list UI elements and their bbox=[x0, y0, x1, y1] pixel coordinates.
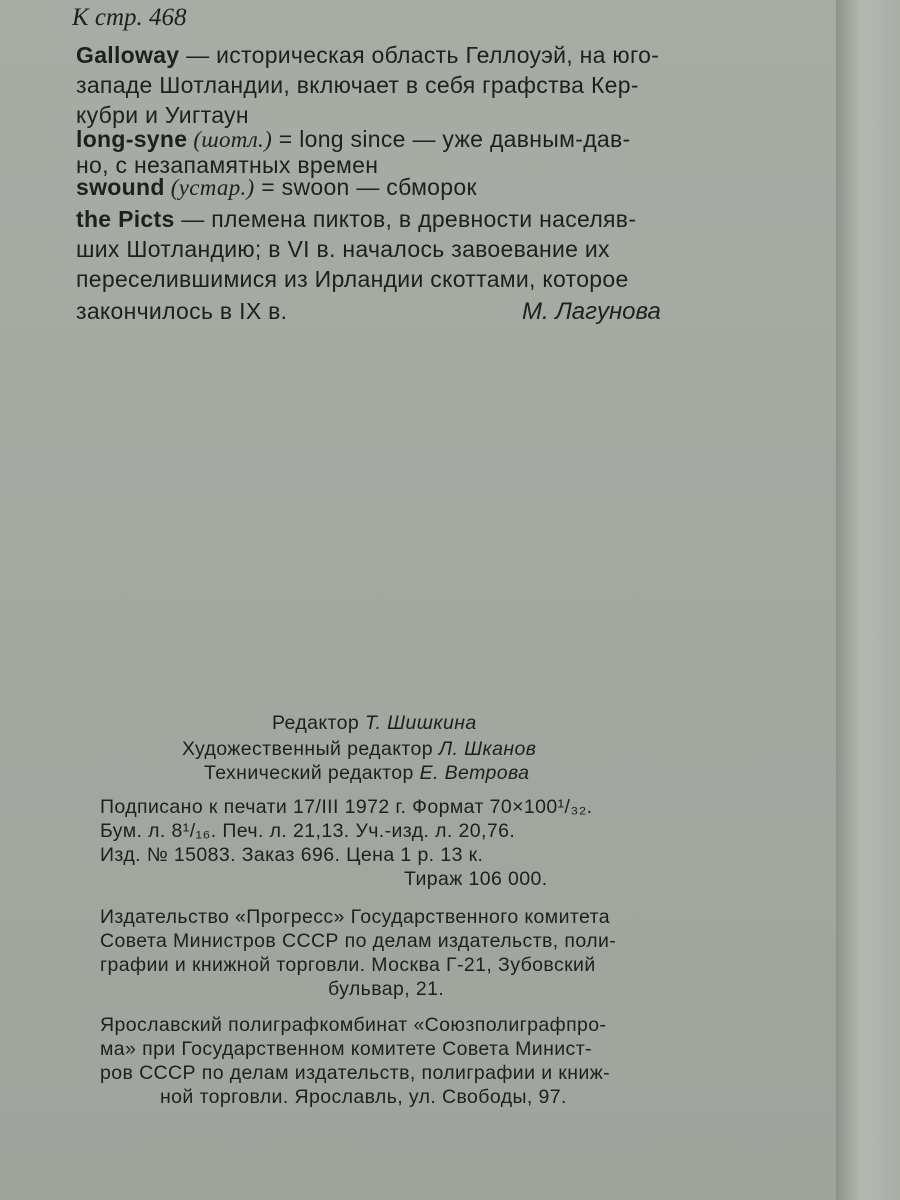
printer-line: ма» при Государственном комитете Совета Минист- bbox=[100, 1038, 592, 1060]
print-run: Тираж 106 000. bbox=[404, 868, 548, 890]
publisher-line: Совета Министров СССР по делам издательств, поли- bbox=[100, 930, 617, 952]
glossary-line: закончилось в IX в. bbox=[76, 298, 288, 324]
glossary-entry: Galloway — историческая область Геллоуэй, на юго- bbox=[76, 42, 660, 68]
glossary-line: кубри и Уигтаун bbox=[76, 102, 249, 128]
glossary-text: историческая область Геллоуэй, на юго- bbox=[216, 42, 660, 68]
printer-line: ной торговли. Ярославль, ул. Свободы, 97. bbox=[160, 1086, 567, 1108]
publisher-line: Издательство «Прогресс» Государственного комитета bbox=[100, 906, 610, 928]
credit-art-editor: Художественный редактор Л. Шканов bbox=[182, 738, 537, 760]
glossary-note: (устар.) bbox=[164, 175, 255, 200]
glossary-term: the Picts bbox=[76, 206, 175, 232]
glossary-term: long-syne bbox=[76, 126, 188, 152]
printer-line: Ярославский полиграфкомбинат «Союзполиграфпро- bbox=[100, 1014, 607, 1036]
print-info-line: Подписано к печати 17/III 1972 г. Формат 70×100¹/₃₂. bbox=[100, 796, 593, 818]
publisher-line: графии и книжной торговли. Москва Г-21, Зубовский bbox=[100, 954, 596, 976]
credit-editor: Редактор Т. Шишкина bbox=[272, 712, 477, 734]
glossary-line: но, с незапамятных времен bbox=[76, 152, 379, 178]
glossary-text: племена пиктов, в древности населяв- bbox=[211, 206, 637, 232]
glossary-entry: swound (устар.) = swoon — сбморок bbox=[76, 174, 477, 200]
glossary-term: swound bbox=[76, 174, 165, 200]
glossary-line: переселившимися из Ирландии скоттами, которое bbox=[76, 266, 629, 292]
printer-line: ров СССР по делам издательств, полиграфии и книж- bbox=[100, 1062, 611, 1084]
author-signature: М. Лагунова bbox=[522, 298, 661, 325]
print-info-line: Бум. л. 8¹/₁₆. Печ. л. 21,13. Уч.-изд. л. 20,76. bbox=[100, 820, 516, 842]
glossary-line: ших Шотландию; в VI в. началось завоевание их bbox=[76, 236, 610, 262]
credit-tech-editor: Технический редактор Е. Ветрова bbox=[204, 762, 530, 784]
glossary-line: западе Шотландии, включает в себя графства Кер- bbox=[76, 72, 639, 98]
page-reference: К стр. 468 bbox=[72, 4, 187, 31]
print-info-line: Изд. № 15083. Заказ 696. Цена 1 р. 13 к. bbox=[100, 844, 484, 866]
glossary-entry: the Picts — племена пиктов, в древности населяв- bbox=[76, 206, 637, 232]
page-edge bbox=[836, 0, 900, 1200]
glossary-text: swoon — сбморок bbox=[281, 174, 477, 200]
glossary-note: (шотл.) bbox=[187, 127, 273, 152]
glossary-entry: long-syne (шотл.) = long since — уже давным-дав- bbox=[76, 126, 631, 152]
glossary-term: Galloway bbox=[76, 42, 180, 68]
glossary-text: long since — уже давным-дав- bbox=[299, 126, 631, 152]
publisher-line: бульвар, 21. bbox=[328, 978, 445, 1000]
